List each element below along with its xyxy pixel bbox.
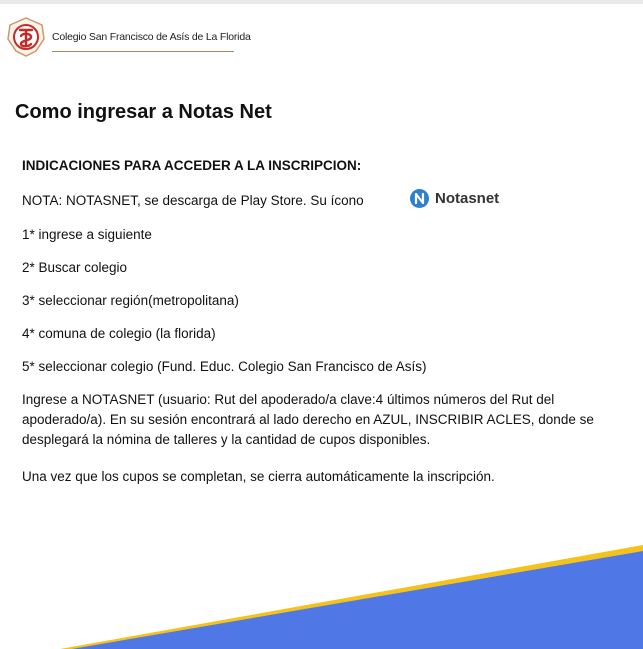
login-instructions: Ingrese a NOTASNET (usuario: Rut del apoderado/a clave:4 últimos números del Rut del apoderado/a). En su sesión encontrará al lado derecho en AZUL, INSCRIBIR ACLES, donde se desplegará la nómina de talleres y la cantidad de cupos disponibles. [22, 392, 594, 447]
section-heading: INDICACIONES PARA ACCEDER A LA INSCRIPCION: [22, 158, 362, 173]
footer-decoration [0, 545, 643, 649]
step-1: 1* ingrese a siguiente [22, 227, 152, 242]
play-store-note: NOTA: NOTASNET, se descarga de Play Store. Su ícono [22, 193, 364, 208]
letterhead [6, 17, 251, 57]
header-divider [52, 51, 234, 52]
school-crest-logo [6, 17, 46, 57]
document-title: Como ingresar a Notas Net [15, 101, 272, 123]
closing-note: Una vez que los cupos se completan, se cierra automáticamente la inscripción. [22, 469, 495, 484]
step-4: 4* comuna de colegio (la florida) [22, 326, 216, 341]
step-5: 5* seleccionar colegio (Fund. Educ. Colegio San Francisco de Asís) [22, 359, 427, 374]
notasnet-app-name: Notasnet [435, 190, 500, 207]
step-3: 3* seleccionar región(metropolitana) [22, 293, 239, 308]
top-edge [0, 0, 643, 4]
step-2: 2* Buscar colegio [22, 260, 128, 275]
notasnet-n-icon [410, 189, 429, 208]
school-name: Colegio San Francisco de Asís de La Florida [52, 31, 251, 43]
